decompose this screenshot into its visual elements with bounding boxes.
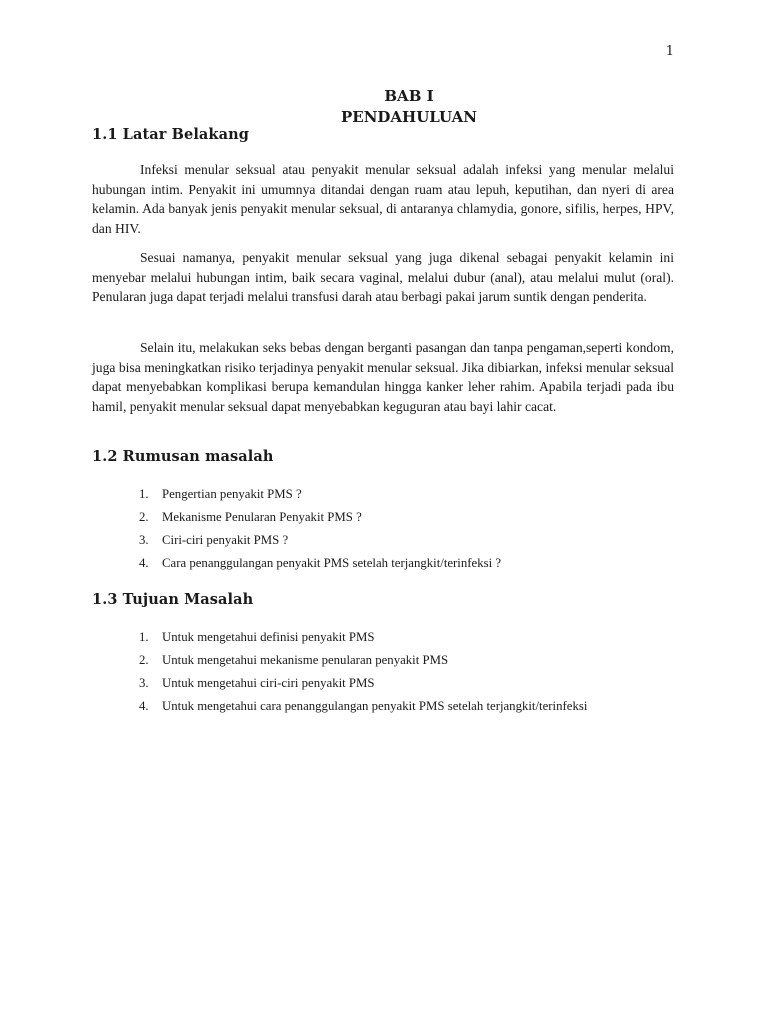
list-number: 4. — [139, 556, 149, 570]
list-text: Mekanisme Penularan Penyakit PMS ? — [162, 510, 362, 524]
paragraph: Infeksi menular seksual atau penyakit menular seksual adalah infeksi yang menular melalui hubungan intim. Penyakit ini umumnya ditandai dengan ruam atau lepuh, keputihan, dan nyeri di area kelamin. Ada banyak jenis penyakit menular seksual, di antaranya chlamydia, gonore, sifilis, herpes, HPV, dan HIV. — [92, 162, 674, 236]
list-number: 4. — [139, 699, 149, 713]
paragraph: Selain itu, melakukan seks bebas dengan berganti pasangan dan tanpa pengaman,seperti kondom, juga bisa meningkatkan risiko terjadinya penyakit menular seksual. Jika dibiarkan, infeksi menular seksual dapat menyebabkan komplikasi berupa kemandulan hingga kanker leher rahim. Apabila terjadi pada ibu hamil, penyakit menular seksual dapat menyebabkan keguguran atau bayi lahir cacat. — [92, 340, 674, 414]
list-text: Untuk mengetahui definisi penyakit PMS — [162, 630, 375, 644]
list-text: Untuk mengetahui mekanisme penularan penyakit PMS — [162, 653, 449, 667]
section-heading-latar-belakang: 1.1 Latar Belakang — [92, 126, 249, 143]
list-number: 1. — [139, 630, 149, 644]
list-number: 3. — [139, 533, 149, 547]
paragraph: Sesuai namanya, penyakit menular seksual yang juga dikenal sebagai penyakit kelamin ini menyebar melalui hubungan intim, baik secara vaginal, melalui dubur (anal), atau melalui mulut (oral). Penularan juga dapat terjadi melalui transfusi darah atau berbagi pakai jarum suntik dengan penderita. — [92, 250, 674, 305]
list-number: 2. — [139, 510, 149, 524]
list-text: Untuk mengetahui ciri-ciri penyakit PMS — [162, 676, 375, 690]
list-text: Cara penanggulangan penyakit PMS setelah terjangkit/terinfeksi ? — [162, 556, 502, 570]
chapter-label: BAB I — [384, 87, 434, 105]
list-number: 1. — [139, 487, 149, 501]
list-text: Ciri-ciri penyakit PMS ? — [162, 533, 289, 547]
chapter-heading — [0, 86, 768, 128]
list-text: Pengertian penyakit PMS ? — [162, 487, 302, 501]
section-heading-rumusan-masalah: 1.2 Rumusan masalah — [92, 448, 274, 465]
chapter-title: PENDAHULUAN — [340, 108, 478, 126]
page-number: 1 — [665, 44, 674, 59]
list-number: 3. — [139, 676, 149, 690]
section-heading-tujuan-masalah: 1.3 Tujuan Masalah — [92, 591, 254, 608]
list-text: Untuk mengetahui cara penanggulangan penyakit PMS setelah terjangkit/terinfeksi — [162, 699, 588, 713]
list-number: 2. — [139, 653, 149, 667]
